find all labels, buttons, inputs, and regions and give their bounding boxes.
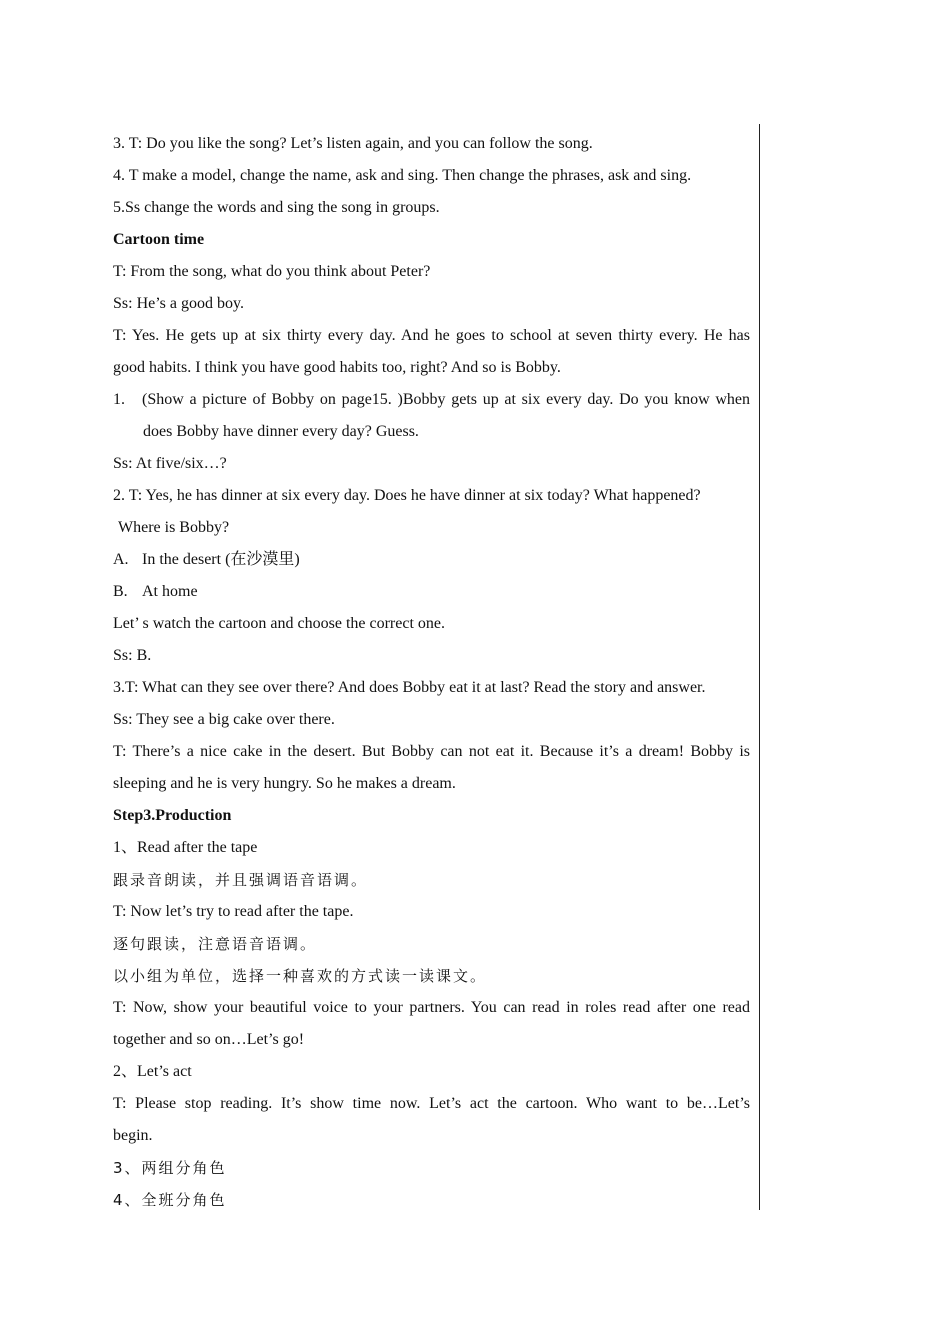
text-line: Ss: At five/six…? [113,455,227,472]
numbered-item [113,384,750,416]
text-line: Where is Bobby? [118,519,230,536]
text-line: 4、全班分角色 [113,1191,227,1209]
text-line: T: Please stop reading. It’s show time now. Let’s act the cartoon. Who want to be…Let’s [113,1095,750,1112]
text-line: 3.T: What can they see over there? And does Bobby eat it at last? Read the story and answer. [113,679,706,696]
text-line: 跟录音朗读，并且强调语音语调。 [113,871,369,889]
lesson-plan-body [113,128,750,1216]
section-heading-cartoon-time: Cartoon time [113,231,205,248]
text-line: Ss: They see a big cake over there. [113,711,335,728]
text-line: good habits. I think you have good habits too, right? And so is Bobby. [113,359,561,376]
text-line: 逐句跟读，注意语音语调。 [113,935,318,953]
text-line: T: Now, show your beautiful voice to your partners. You can read in roles read after one read [113,999,750,1016]
text-line: T: There’s a nice cake in the desert. But Bobby can not eat it. Because it’s a dream! Bobby is [113,743,750,760]
text-line: together and so on…Let’s go! [113,1031,305,1048]
option-text: In the desert (在沙漠里) [142,551,300,568]
text-line: 1、Read after the tape [113,839,258,856]
option-item [113,544,750,576]
text-line: 4. T make a model, change the name, ask and sing. Then change the phrases, ask and sing. [113,167,692,184]
text-line: 3. T: Do you like the song? Let’s listen again, and you can follow the song. [113,135,593,152]
section-heading-step3: Step3.Production [113,807,232,824]
text-line: Ss: B. [113,647,152,664]
text-line: begin. [113,1127,153,1144]
text-line: sleeping and he is very hungry. So he makes a dream. [113,775,456,792]
text-line: 以小组为单位，选择一种喜欢的方式读一读课文。 [113,967,488,985]
text-line: T: Yes. He gets up at six thirty every day. And he goes to school at seven thirty every. He has [113,327,750,344]
text-line: Ss: He’s a good boy. [113,295,244,312]
text-line: Let’ s watch the cartoon and choose the correct one. [113,615,445,632]
text-line: T: From the song, what do you think about Peter? [113,263,431,280]
option-text: At home [142,583,198,600]
text-line: does Bobby have dinner every day? Guess. [143,423,419,440]
text-line: 2、Let’s act [113,1063,192,1080]
text-line: 2. T: Yes, he has dinner at six every day. Does he have dinner at six today? What happened? [113,487,701,504]
table-border-line [759,124,760,1210]
item-number: 1. [113,391,125,408]
option-item [113,576,750,608]
item-text: (Show a picture of Bobby on page15. )Bobby gets up at six every day. Do you know when [142,391,750,408]
option-letter: B. [113,583,128,600]
text-line: 5.Ss change the words and sing the song in groups. [113,199,440,216]
text-line: T: Now let’s try to read after the tape. [113,903,354,920]
option-letter: A. [113,551,129,568]
text-line: 3、两组分角色 [113,1159,227,1177]
